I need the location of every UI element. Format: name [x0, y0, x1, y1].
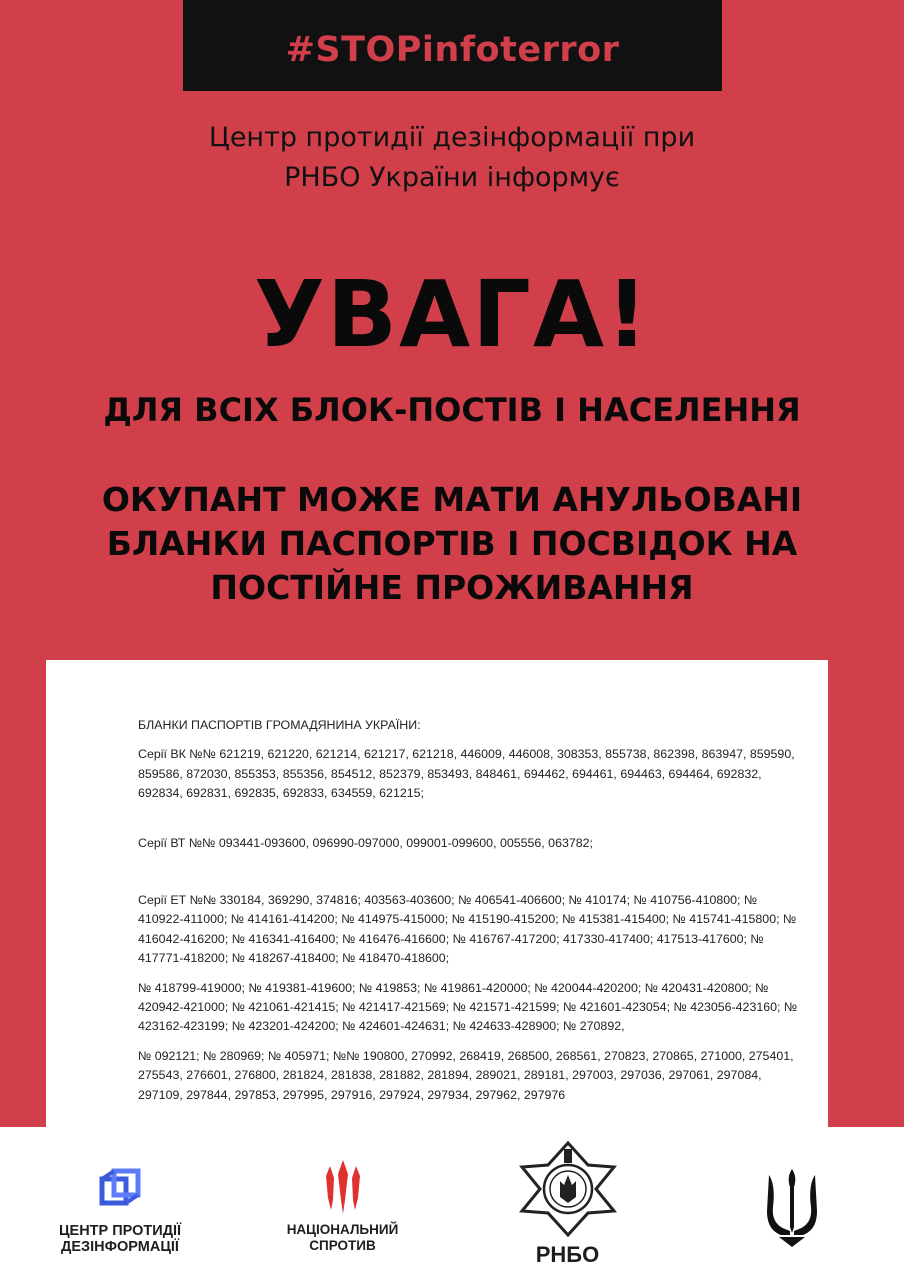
rnbo-logo: [515, 1141, 620, 1267]
national-resistance-logo: [275, 1160, 410, 1254]
trident-coat-of-arms-icon: [763, 1167, 821, 1247]
cpd-label-line-2: ДЕЗІНФОРМАЦІЇ: [61, 1239, 179, 1255]
message-line-2: БЛАНКИ ПАСПОРТІВ І ПОСВІДОК НА: [106, 524, 798, 563]
warning-message: [0, 478, 904, 610]
cpd-logo: [50, 1167, 190, 1255]
footer-logos: [0, 1127, 904, 1280]
paragraph-other-numbers: № 092121; № 280969; № 405971; №№ 190800, 270992, 268419, 268500, 268561, 270823, 270865, 271000, 275401, 275543, 276601, 276800, 281824, 281838, 281882, 281894, 289021, 289181, 297003, 297036, 297061, 297084, 297109, 297844, 297853, 297995, 297916, 297924, 297934, 297962, 297976: [138, 1048, 794, 1102]
message-line-3: ПОСТІЙНЕ ПРОЖИВАННЯ: [210, 568, 694, 607]
audience-line: ДЛЯ ВСІХ БЛОК-ПОСТІВ І НАСЕЛЕННЯ: [103, 391, 801, 429]
hashtag-banner: [183, 0, 722, 91]
paragraph-et: Серії ЕТ №№ 330184, 369290, 374816; 403563-403600; № 406541-406600; № 410174; № 410756-410800; № 410922-411000; № 414161-414200; № 414975-415000; № 415190-415200; № 415381-415400; № 415741-415800; № 416042-416200; № 416341-416400; № 416476-416600; № 416767-417200; 417330-417400; 417513-417600; № 417771-418200; № 418267-418400; № 418470-418600;: [138, 893, 797, 966]
flame-trident-logo-icon: [323, 1160, 363, 1214]
document-title: БЛАНКИ ПАСПОРТІВ ГРОМАДЯНИНА УКРАЇНИ:: [138, 718, 421, 732]
paragraph-vk: Серії ВК №№ 621219, 621220, 621214, 621217, 621218, 446009, 446008, 308353, 855738, 862398, 863947, 859590, 859586, 872030, 855353, 855356, 854512, 852379, 853493, 848461, 694462, 694461, 694463, 694464, 692832, 692834, 692831, 692835, 692833, 634559, 621215;: [138, 747, 795, 801]
subtitle-line-2: РНБО України інформує: [284, 162, 620, 193]
message-line-1: ОКУПАНТ МОЖЕ МАТИ АНУЛЬОВАНІ: [101, 480, 803, 519]
paragraph-et-continued: № 418799-419000; № 419381-419600; № 419853; № 419861-420000; № 420044-420200; № 420431-420800; № 420942-421000; № 421061-421415; № 421417-421569; № 421571-421599; № 421601-423054; № 423056-423160; № 423162-423199; № 423201-424200; № 424601-424631; № 424633-428900; № 270892,: [138, 980, 798, 1034]
hashtag-text: #STOPinfoterror: [285, 30, 620, 70]
subtitle: [0, 118, 904, 198]
paragraph-vt: Серії ВТ №№ 093441-093600, 096990-097000, 099001-099600, 005556, 063782;: [138, 835, 593, 850]
ns-label-line-1: НАЦІОНАЛЬНИЙ: [286, 1222, 399, 1237]
cpd-label-line-1: ЦЕНТР ПРОТИДІЇ: [58, 1223, 182, 1239]
cube-logo-icon: [98, 1167, 142, 1209]
rnbo-emblem-icon: [518, 1141, 618, 1237]
ns-label-line-2: СПРОТИВ: [309, 1238, 376, 1253]
rnbo-label: РНБО: [535, 1242, 600, 1267]
coat-of-arms: [763, 1167, 821, 1251]
document-body: [138, 716, 798, 1105]
document-excerpt: [46, 660, 828, 1130]
subtitle-line-1: Центр протидії дезінформації при: [208, 122, 696, 153]
warning-headline: УВАГА!: [253, 261, 651, 368]
